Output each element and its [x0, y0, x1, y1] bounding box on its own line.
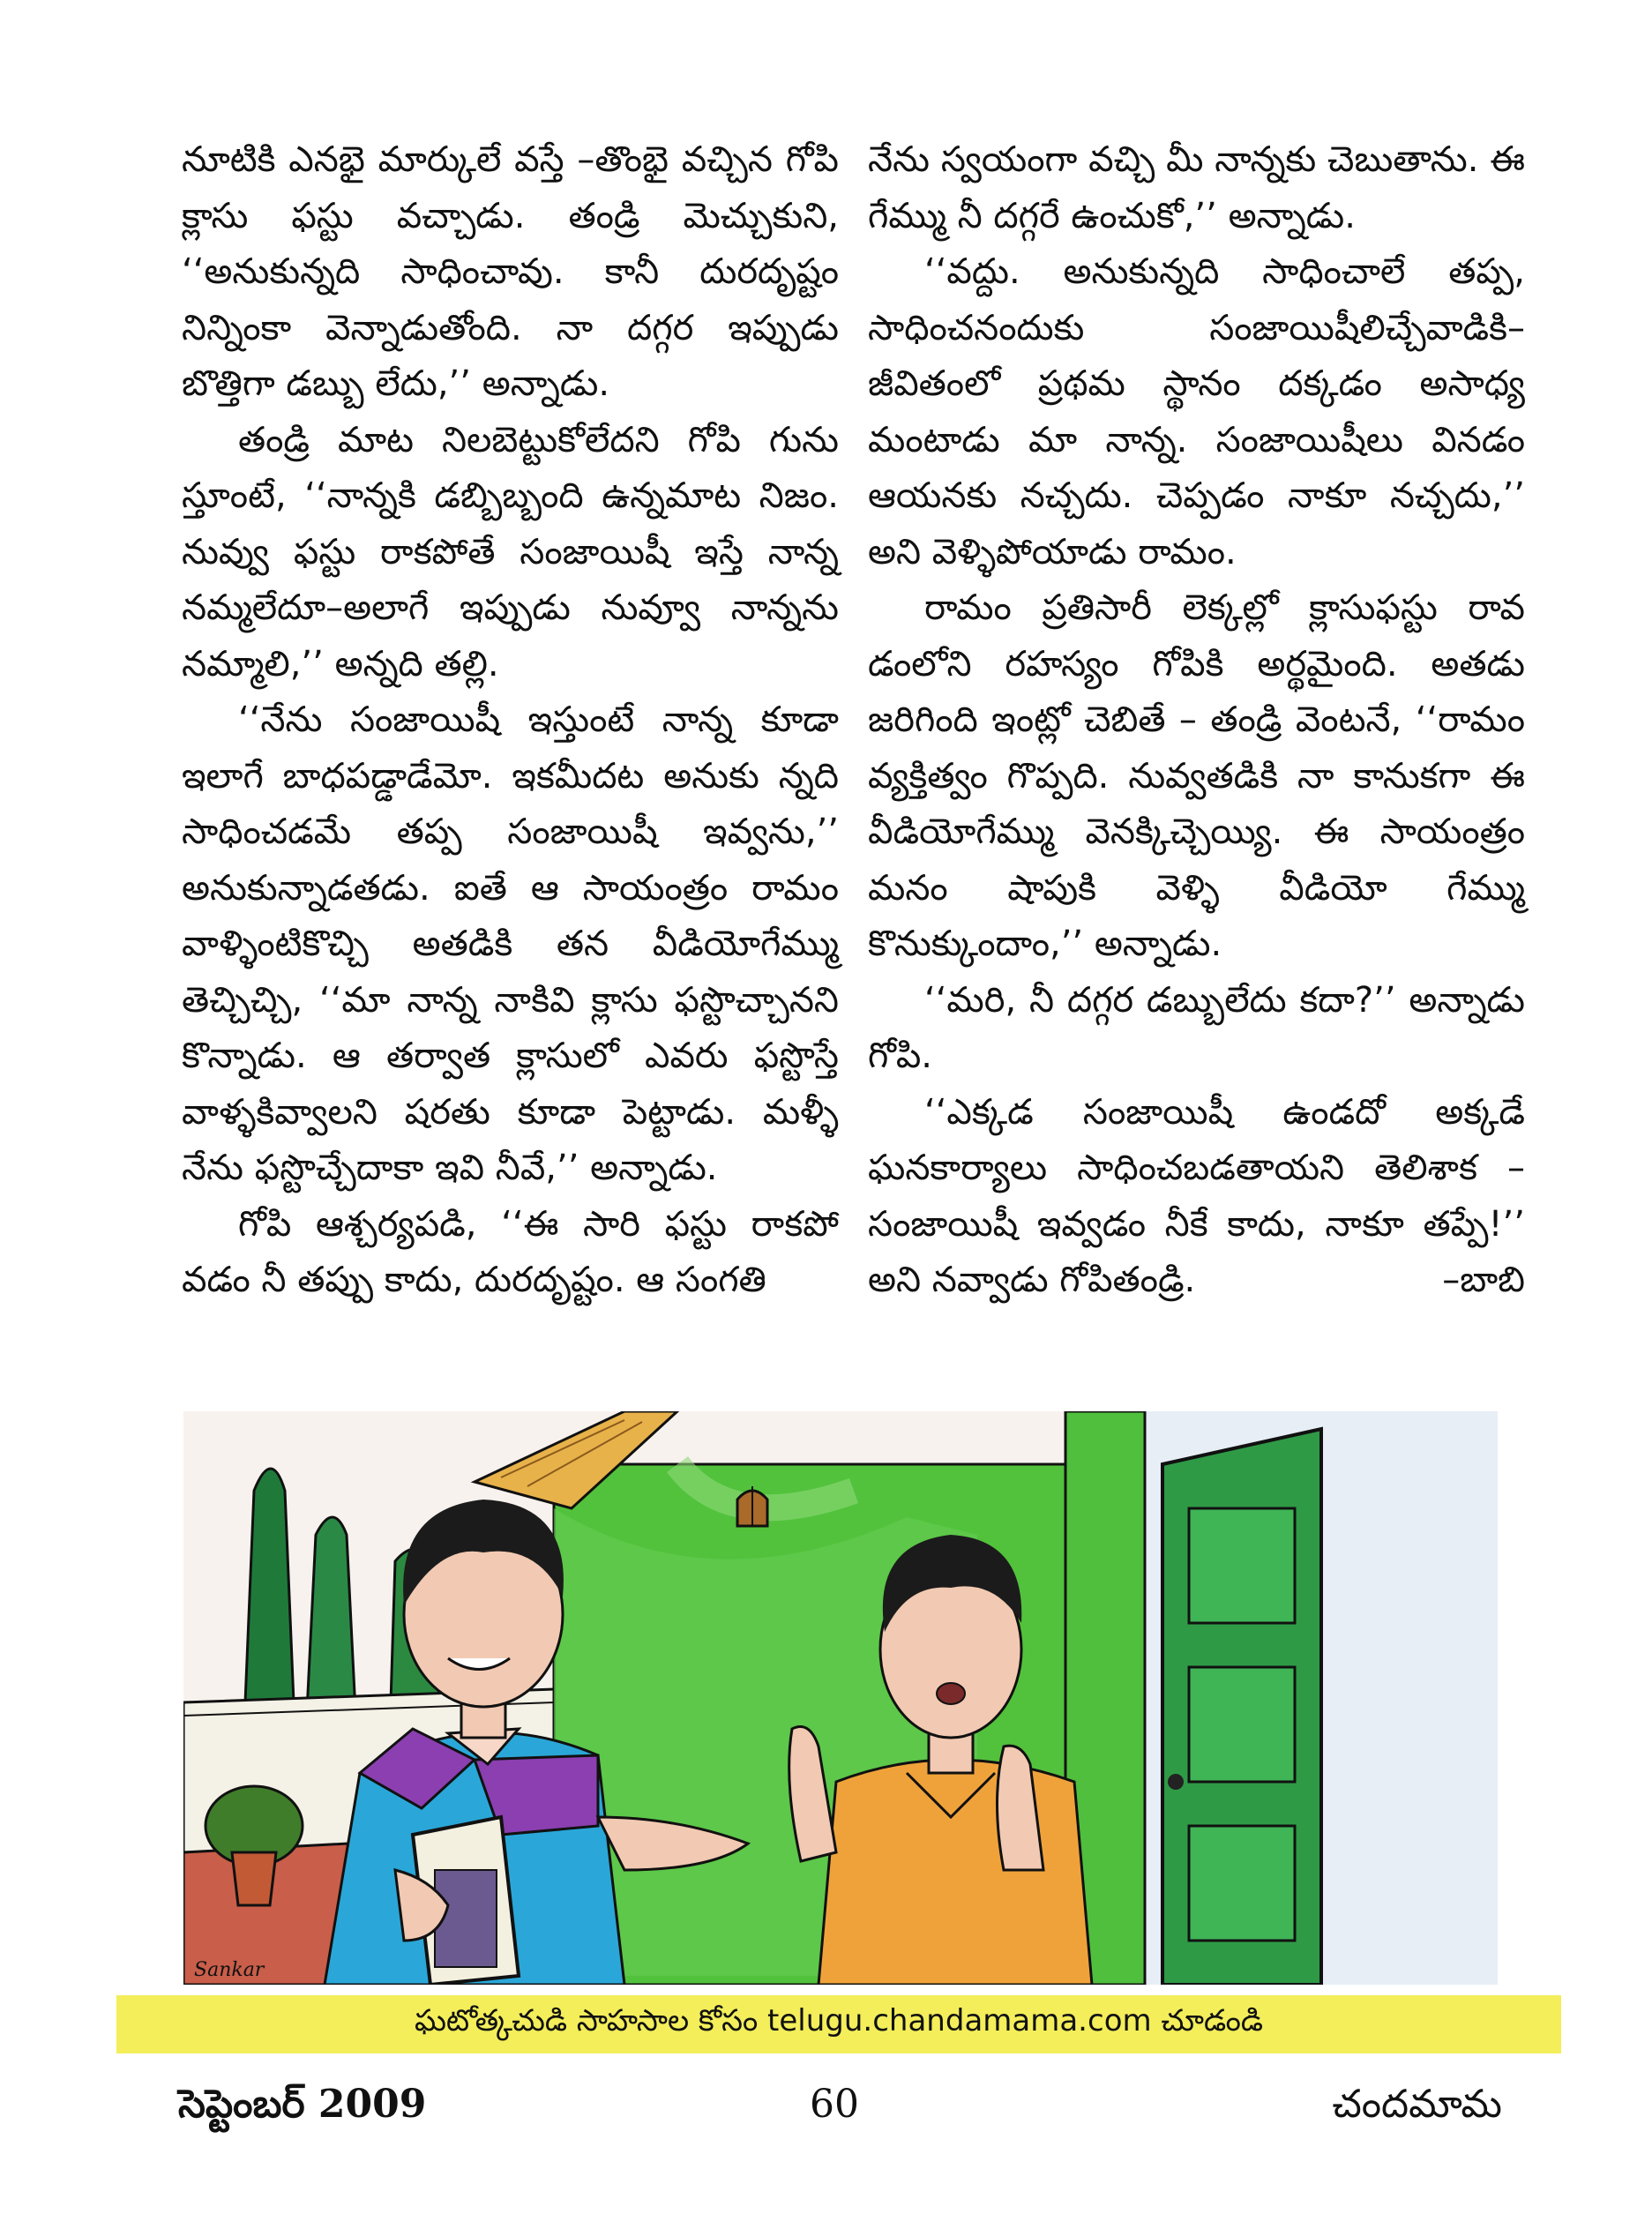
- story-paragraph: [868, 1085, 1525, 1309]
- promo-banner: ఘటోత్కచుడి సాహసాల కోసం telugu.chandamama.com చూడండి: [116, 1995, 1561, 2053]
- footer-issue-month: సెప్టెంబర్ 2009: [178, 2082, 427, 2127]
- footer-magazine-name: చందమామ: [1332, 2082, 1502, 2127]
- story-paragraph: ‘‘నేను సంజాయిషీ ఇస్తుంటే నాన్న కూడా ఇలాగే బాధపడ్డాడేమో. ఇకమీదట అనుకు న్నది సాధించడమే తప్ప సంజాయిషీ ఇవ్వను,’’ అనుకున్నాడతడు. ఐతే ఆ సాయంత్రం రామం వాళ్ళింటికొచ్చి అతడికి తన వీడియోగేమ్ము తెచ్చిచ్చి, ‘‘మా నాన్న నాకివి క్లాసు ఫస్టొచ్చానని కొన్నాడు. ఆ తర్వాత క్లాసులో ఎవరు ఫస్టొస్తే వాళ్ళకివ్వాలని షరతు కూడా పెట్టాడు. మళ్ళీ నేను ఫస్టొచ్చేదాకా ఇవి నీవే,’’ అన్నాడు.: [182, 699, 839, 1188]
- tree: [307, 1517, 355, 1711]
- story-paragraph: గోపి ఆశ్చర్యపడి, ‘‘ఈ సారి ఫస్టు రాకపో వడం నీ తప్పు కాదు, దురదృష్టం. ఆ సంగతి: [182, 1203, 839, 1300]
- story-column-left: [182, 132, 839, 1309]
- story-paragraph: ‘‘మరి, నీ దగ్గర డబ్బులేదు కదా?’’ అన్నాడు గోపి.: [868, 979, 1525, 1076]
- story-paragraph: నేను స్వయంగా వచ్చి మీ నాన్నకు చెబుతాను. ఈ గేమ్ము నీ దగ్గరే ఉంచుకో,’’ అన్నాడు.: [868, 139, 1525, 236]
- story-paragraph: ‘‘వద్దు. అనుకున్నది సాధించాలే తప్ప, సాధించనందుకు సంజాయిషీలిచ్చేవాడికి– జీవితంలో ప్రథమ స్థానం దక్కడం అసాధ్య మంటాడు మా నాన్న. సంజాయిషీలు వినడం ఆయనకు నచ్చదు. చెప్పడం నాకూ నచ్చదు,’’ అని వెళ్ళిపోయాడు రామం.: [868, 251, 1525, 572]
- door-knob: [1168, 1774, 1184, 1790]
- story-paragraph: నూటికి ఎనభై మార్కులే వస్తే –తొంభై వచ్చిన గోపి క్లాసు ఫస్టు వచ్చాడు. తండ్రి మెచ్చుకుని, ‘‘అనుకున్నది సాధించావు. కానీ దురదృష్టం నిన్నింకా వెన్నాడుతోంది. నా దగ్గర ఇప్పుడు బొత్తిగా డబ్బు లేదు,’’ అన్నాడు.: [182, 139, 839, 404]
- story-illustration: [183, 1411, 1498, 1985]
- story-paragraph: తండ్రి మాట నిలబెట్టుకోలేదని గోపి గును స్తూంటే, ‘‘నాన్నకి డబ్బిబ్బంది ఉన్నమాట నిజం. నువ్వు ఫస్టు రాకపోతే సంజాయిషీ ఇస్తే నాన్న నమ్మలేదూ–అలాగే ఇప్పుడు నువ్వూ నాన్నను నమ్మాలి,’’ అన్నది తల్లి.: [182, 419, 839, 684]
- flower-pot: [232, 1852, 276, 1905]
- story-paragraph: రామం ప్రతిసారీ లెక్కల్లో క్లాసుఫస్టు రావ డంలోని రహస్యం గోపికి అర్థమైంది. అతడు జరిగింది ఇంట్లో చెబితే – తండ్రి వెంటనే, ‘‘రామం వ్యక్తిత్వం గొప్పది. నువ్వతడికి నా కానుకగా ఈ వీడియోగేమ్ము వెనక్కిచ్చెయ్యి. ఈ సాయంత్రం మనం షాపుకి వెళ్ళి వీడియో గేమ్ము కొనుక్కుందాం,’’ అన్నాడు.: [868, 587, 1525, 964]
- artist-signature: Sankar: [194, 1959, 265, 1981]
- story-author: –బాబి: [1442, 1260, 1525, 1300]
- story-text: ‘‘ఎక్కడ సంజాయిషీ ఉండదో అక్కడే ఘనకార్యాలు సాధించబడతాయని తెలిశాక –సంజాయిషీ ఇవ్వడం నీకే కాదు, నాకూ తప్పే!’’ అని నవ్వాడు గోపితండ్రి.: [868, 1091, 1525, 1300]
- tree: [245, 1469, 294, 1702]
- footer-page-number: 60: [810, 2082, 859, 2127]
- story-column-right: [868, 132, 1525, 1309]
